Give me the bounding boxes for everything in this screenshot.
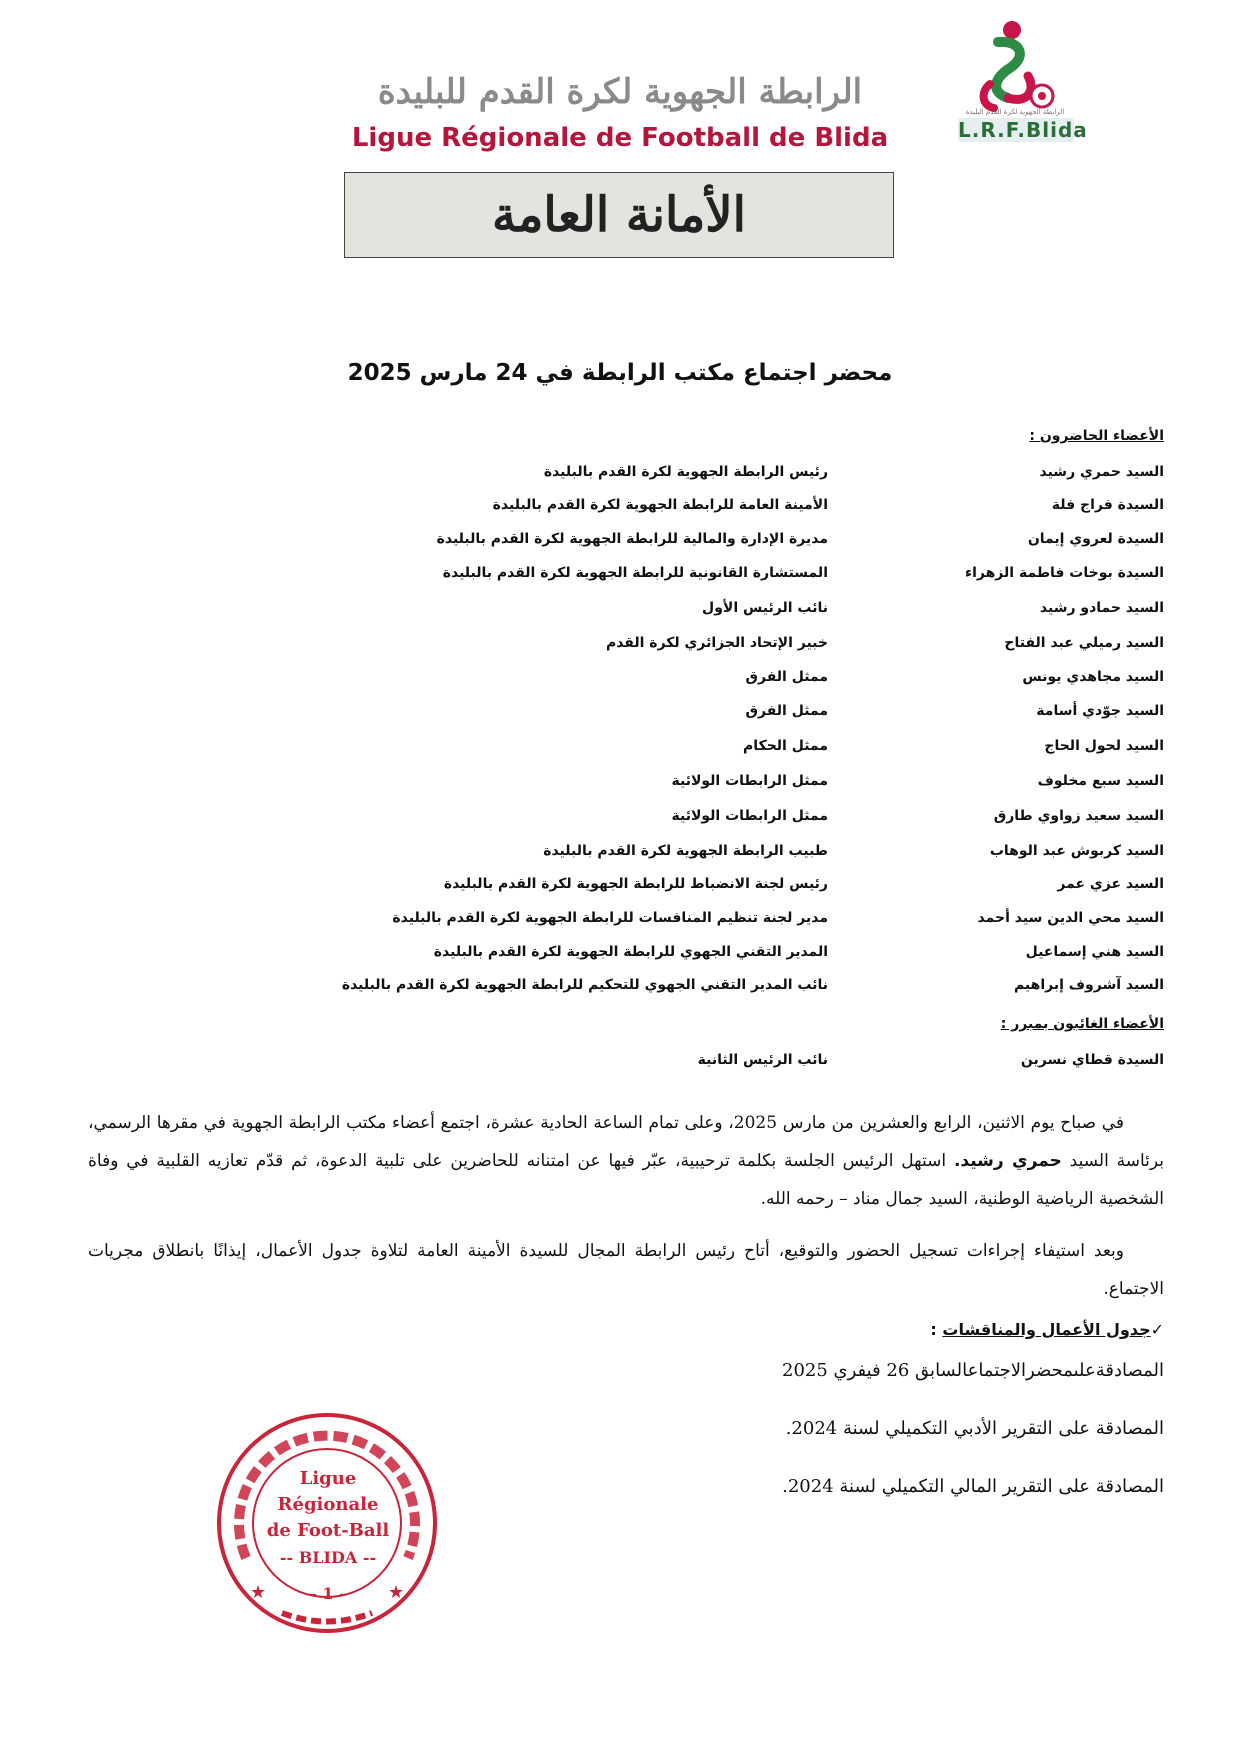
member-role: ممثل الحكام [743,738,828,754]
member-role: المدير التقني الجهوي للرابطة الجهوية لكرة القدم بالبليدة [433,944,828,960]
member-role: الأمينة العامة للرابطة الجهوية لكرة القدم بالبليدة [492,497,828,513]
member-row [300,977,1164,1007]
member-role: نائب الرئيس الثانية [697,1052,828,1068]
agenda-item: المصادقة على التقرير المالي التكميلي لسنة 2024. [782,1476,1164,1497]
member-row [300,1052,1164,1082]
member-role: المستشارة القانونية للرابطة الجهوية لكرة القدم بالبليدة [442,565,828,581]
member-role: طبيب الرابطة الجهوية لكرة القدم بالبليدة [543,843,828,859]
member-role: مدير لجنة تنظيم المنافسات للرابطة الجهوية لكرة القدم بالبليدة [392,910,828,926]
member-row [300,876,1164,906]
member-role: رئيس الرابطة الجهوية لكرة القدم بالبليدة [543,464,828,480]
second-paragraph: وبعد استيفاء إجراءات تسجيل الحضور والتوقيع، أتاح رئيس الرابطة المجال للسيدة الأمينة العامة لتلاوة جدول الأعمال، إيذانًا بانطلاق مجريات الاجتماع. [88,1241,1164,1299]
member-role: ممثل الرابطات الولائية [671,808,828,824]
member-row [300,464,1164,494]
agenda-heading-label: جدول الأعمال والمناقشات [942,1320,1151,1339]
minutes-title: محضر اجتماع مكتب الرابطة في 24 مارس 2025 [347,360,893,386]
member-role: خبير الإتحاد الجزائري لكرة القدم [605,635,828,651]
member-name: السيد عزي عمر [1057,876,1164,892]
opening-text-continued: استهل الرئيس الجلسة بكلمة ترحيبية، عبّر فيها عن امتنانه للحاضرين على تلبية الدعوة، ثم قدّم تعازيه القلبية في وفاة الشخصية الرياضية الوطنية، السيد جمال مناد – رحمه الله. [88,1151,1164,1209]
member-row [300,910,1164,940]
member-role: ممثل الرابطات الولائية [671,773,828,789]
member-name: السيد مجاهدي يونس [1022,669,1164,685]
member-name: السيد حمري رشيد [1039,464,1164,480]
check-icon: ✓ [1150,1320,1164,1339]
agenda-heading [930,1320,1164,1339]
member-name: السيدة بوخات فاطمة الزهراء [964,565,1164,581]
member-name: السيد جوّدي أسامة [1036,703,1164,719]
present-heading: الأعضاء الحاضرون : [1029,428,1164,444]
member-role: ممثل الفرق [745,703,828,719]
member-role: نائب المدير التقني الجهوي للتحكيم للرابطة الجهوية لكرة القدم بالبليدة [341,977,828,993]
agenda-heading-colon: : [930,1320,943,1339]
member-row [300,635,1164,665]
member-name: السيد كربوش عبد الوهاب [989,843,1164,859]
stamp-line-4: -- BLIDA -- [279,1548,377,1567]
logo-subtitle: الرابطة الجهوية لكرة القدم البليدة [965,108,1065,116]
general-secretariat-label: الأمانة العامة [491,187,747,243]
stamp-line-1: Ligue [299,1468,357,1489]
opening-text: في صباح يوم الاثنين، الرابع والعشرين من مارس 2025، وعلى تمام الساعة الحادية عشرة، اجتمع أعضاء مكتب الرابطة الجهوية في مقرها الرسمي، برئاسة السيد [88,1113,1165,1171]
member-name: السيد سبع مخلوف [1037,773,1164,789]
member-role: نائب الرئيس الأول [702,600,828,616]
member-row [300,808,1164,838]
member-row [300,600,1164,630]
stamp-page-number: - 1 - [310,1584,346,1603]
logo-wordmark: L.R.F.Blida [958,118,1088,142]
svg-text:★: ★ [250,1582,267,1603]
absent-heading: الأعضاء الغائبون بمبرر : [1000,1016,1164,1032]
member-row [300,497,1164,527]
chairman-name: حمري رشيد. [953,1151,1062,1171]
member-name: السيد رميلي عبد الفتاح [1004,635,1164,651]
league-name-french: Ligue Régionale de Football de Blida [351,123,889,153]
member-role: مديرة الإدارة والمالية للرابطة الجهوية لكرة القدم بالبليدة [436,531,828,547]
member-row [300,944,1164,974]
member-row [300,531,1164,561]
member-name: السيدة لعروي إيمان [1027,531,1164,547]
svg-text:★: ★ [388,1582,405,1603]
member-role: رئيس لجنة الانضباط للرابطة الجهوية لكرة القدم بالبليدة [443,876,828,892]
league-name-arabic: الرابطة الجهوية لكرة القدم للبليدة [377,72,863,112]
member-name: السيدة قطاي نسرين [1020,1052,1164,1068]
member-row [300,703,1164,733]
opening-paragraph [88,1104,1164,1218]
general-secretariat-box [344,172,894,258]
stamp-line-2: Régionale [277,1494,379,1515]
agenda-item: المصادقةعلىمحضرالاجتماعالسابق 26 فيفري 2025 [782,1360,1164,1381]
stamp-line-3: de Foot-Ball [266,1520,390,1541]
member-name: السيد سعيد زواوي طارق [993,808,1164,824]
member-row [300,565,1164,595]
agenda-item: المصادقة على التقرير الأدبي التكميلي لسنة 2024. [785,1418,1164,1439]
member-name: السيد آشروف إبراهيم [1013,977,1164,993]
member-row [300,843,1164,873]
member-role: ممثل الفرق [745,669,828,685]
member-name: السيدة فراج فلة [1051,497,1164,513]
member-name: السيد حمادو رشيد [1039,600,1164,616]
member-row [300,669,1164,699]
member-name: السيد محي الدين سيد أحمد [977,910,1164,926]
member-row [300,738,1164,768]
member-row [300,773,1164,803]
member-name: السيد لحول الحاج [1044,738,1164,754]
member-name: السيد هني إسماعيل [1025,944,1164,960]
